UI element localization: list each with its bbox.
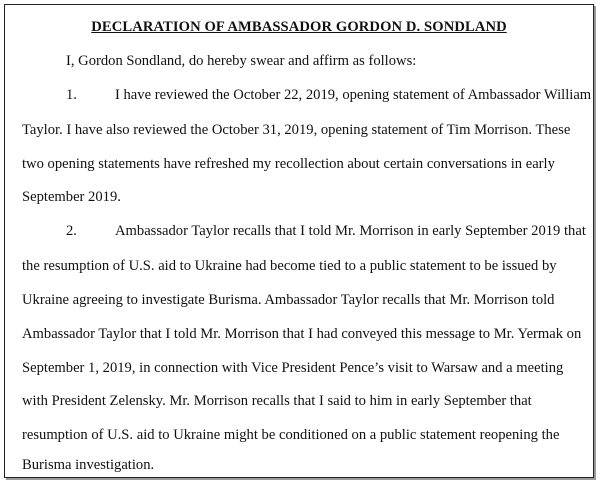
paragraph-2-line-8: Burisma investigation. [22, 457, 155, 473]
intro-line: I, Gordon Sondland, do hereby swear and affirm as follows: [66, 53, 417, 69]
paragraph-2-line-2: the resumption of U.S. aid to Ukraine had become tied to a public statement to be issued by [22, 258, 557, 274]
paragraph-2-line-5: September 1, 2019, in connection with Vice President Pence’s visit to Warsaw and a meeting [22, 360, 564, 376]
paragraph-2-number: 2. [66, 223, 77, 239]
paragraph-2-line-6: with President Zelensky. Mr. Morrison recalls that I said to him in early September that [22, 393, 532, 409]
paragraph-1-number: 1. [66, 87, 77, 103]
paragraph-1-line-4: September 2019. [22, 189, 121, 205]
document-title: DECLARATION OF AMBASSADOR GORDON D. SONDLAND [91, 19, 507, 35]
document-page [4, 4, 594, 478]
paragraph-2-line-3: Ukraine agreeing to investigate Burisma. Ambassador Taylor recalls that Mr. Morrison told [22, 292, 555, 308]
paragraph-2-line-1: Ambassador Taylor recalls that I told Mr. Morrison in early September 2019 that [115, 223, 586, 239]
paragraph-1-first-line [66, 86, 591, 104]
paragraph-1-line-3: two opening statements have refreshed my recollection about certain conversations in early [22, 156, 555, 172]
paragraph-1-line-1: I have reviewed the October 22, 2019, opening statement of Ambassador William [115, 87, 592, 103]
paragraph-2-first-line [66, 222, 586, 240]
paragraph-2-line-4: Ambassador Taylor that I told Mr. Morrison that I had conveyed this message to Mr. Yermak on [22, 326, 582, 342]
paragraph-1-line-2: Taylor. I have also reviewed the October 31, 2019, opening statement of Tim Morrison. These [22, 122, 571, 138]
paragraph-2-line-7: resumption of U.S. aid to Ukraine might be conditioned on a public statement reopening the [22, 427, 560, 443]
